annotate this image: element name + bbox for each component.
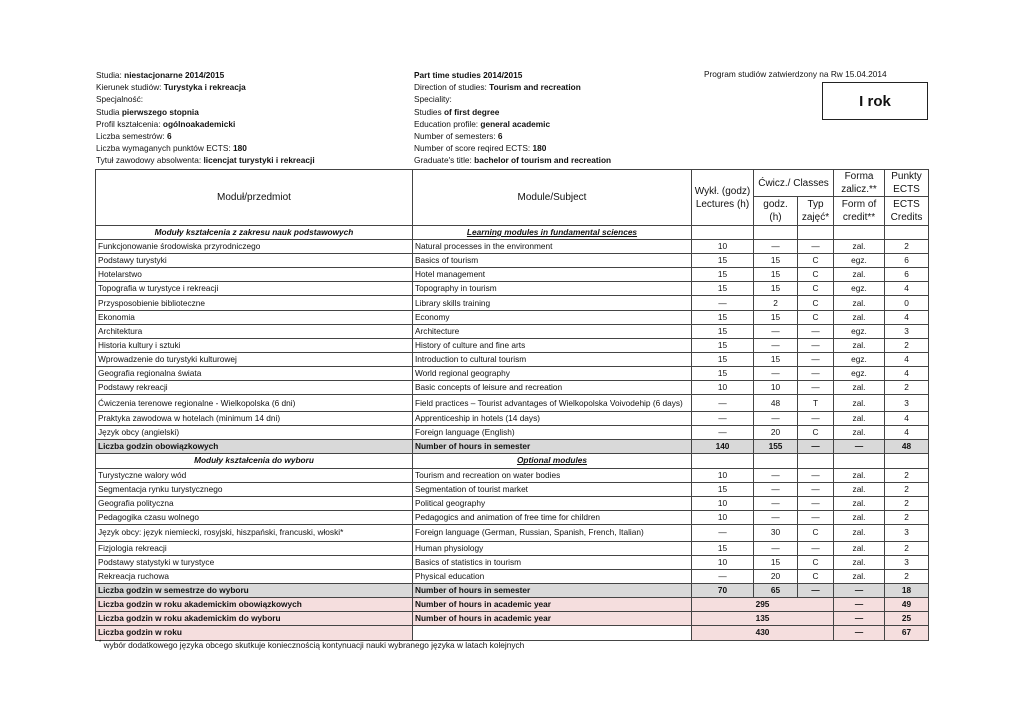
empty-cell [692,454,754,468]
module-name-en: Economy [413,310,692,324]
table-header-row [96,170,929,197]
header-lectures: Wykł. (godz) Lectures (h) [692,170,754,226]
header-line-value: 6 [497,131,503,142]
module-name-en: History of culture and fine arts [413,338,692,352]
lecture-hours: 15 [692,366,754,380]
ects-points: 4 [885,366,929,380]
sum-label-pl: Liczba godzin obowiązkowych [96,440,413,454]
class-type: — [798,324,834,338]
header-classes-type: Typ zajęć* [798,197,834,226]
module-name-en: Library skills training [413,296,692,310]
module-name-pl: Pedagogika czasu wolnego [96,510,413,524]
module-name-pl: Fizjologia rekreacji [96,541,413,555]
lecture-hours: 15 [692,310,754,324]
header-line [96,118,315,130]
lecture-hours: 10 [692,510,754,524]
module-name-en: Architecture [413,324,692,338]
class-type: C [798,310,834,324]
class-type: — [798,412,834,426]
module-name-pl: Turystyczne walory wód [96,468,413,482]
header-module-pl: Moduł/przedmiot [96,170,413,226]
class-hours: 10 [754,381,798,395]
module-name-pl: Ćwiczenia terenowe regionalne - Wielkopolska (6 dni) [96,395,413,412]
empty-cell [798,454,834,468]
header-line-label: Liczba semestrów: [96,131,168,142]
module-name-en: Human physiology [413,541,692,555]
class-type: — [798,468,834,482]
header-line [414,106,611,118]
lecture-hours: 10 [692,555,754,569]
header-line [96,142,315,154]
sum-class-hours: 65 [754,584,798,598]
module-name-en: Segmentation of tourist market [413,482,692,496]
header-line-label: Kierunek studiów: [96,82,164,93]
table-row [96,352,929,366]
credit-form: egz. [834,254,885,268]
class-type: C [798,524,834,541]
header-line-label: Speciality: [414,94,452,105]
credit-form: zal. [834,338,885,352]
class-type: — [798,541,834,555]
table-row [96,366,929,380]
header-line-value: Tourism and recreation [489,82,581,93]
total-ects: 25 [885,612,929,626]
module-name-pl: Wprowadzenie do turystyki kulturowej [96,352,413,366]
module-name-pl: Hotelarstwo [96,268,413,282]
class-hours: — [754,366,798,380]
module-name-pl: Historia kultury i sztuki [96,338,413,352]
credit-form: zal. [834,570,885,584]
approval-note: Program studiów zatwierdzony na Rw 15.04.2014 [704,69,887,79]
class-hours: — [754,510,798,524]
sum-row-optional [96,584,929,598]
ects-points: 4 [885,310,929,324]
header-classes-hours: godz. (h) [754,197,798,226]
total-row [96,598,929,612]
header-line [414,154,611,166]
credit-form: zal. [834,496,885,510]
table-row [96,395,929,412]
empty-cell [885,454,929,468]
sum-class-hours: 155 [754,440,798,454]
header-line-label: Studia: [96,70,125,80]
header-line-label: Studia [96,106,122,117]
class-hours: — [754,324,798,338]
header-line [96,81,315,93]
ects-points: 6 [885,254,929,268]
header-line-value: Turystyka i rekreacja [163,82,246,93]
sum-lecture-hours: 140 [692,440,754,454]
header-line [414,93,611,105]
ects-points: 2 [885,541,929,555]
total-credit-form: — [834,626,885,640]
header-credit-en: Form of credit** [834,197,885,226]
header-line [414,130,611,142]
total-label-en: Number of hours in academic year [413,598,692,612]
ects-points: 3 [885,555,929,569]
table-row [96,381,929,395]
class-hours: 15 [754,254,798,268]
class-type: C [798,555,834,569]
header-en [414,69,611,167]
header-line-value: pierwszego stopnia [121,106,199,117]
credit-form: zal. [834,296,885,310]
lecture-hours: — [692,524,754,541]
class-type: — [798,482,834,496]
table-row [96,524,929,541]
class-hours: — [754,240,798,254]
empty-cell [754,226,798,240]
credit-form: zal. [834,412,885,426]
credit-form: egz. [834,324,885,338]
header-line-label: Tytuł zawodowy absolwenta: [96,155,204,166]
total-label-en [413,626,692,640]
header-line-value: 6 [167,131,172,142]
header-line [414,118,611,130]
header-line [414,81,611,93]
ects-points: 0 [885,296,929,310]
module-name-en: Foreign language (English) [413,426,692,440]
table-row [96,338,929,352]
lecture-hours: 15 [692,282,754,296]
table-row [96,296,929,310]
class-type: — [798,381,834,395]
module-name-en: Pedagogics and animation of free time for children [413,510,692,524]
module-name-en: Introduction to cultural tourism [413,352,692,366]
header-line-label: Direction of studies: [414,82,490,93]
header-pl [96,69,315,167]
ects-points: 3 [885,324,929,338]
lecture-hours: 10 [692,468,754,482]
section-row-basic [96,226,929,240]
study-program-table [95,169,929,641]
sum-credit-form: — [834,440,885,454]
class-type: — [798,352,834,366]
class-hours: — [754,338,798,352]
header-line [96,69,315,81]
header-line-value: niestacjonarne 2014/2015 [124,70,225,80]
total-hours: 430 [692,626,834,640]
class-hours: — [754,412,798,426]
header-module-en: Module/Subject [413,170,692,226]
total-ects: 49 [885,598,929,612]
empty-cell [798,226,834,240]
table-row [96,541,929,555]
module-name-pl: Język obcy (angielski) [96,426,413,440]
module-name-en: Natural processes in the environment [413,240,692,254]
ects-points: 2 [885,338,929,352]
lecture-hours: — [692,395,754,412]
module-name-pl: Język obcy: język niemiecki, rosyjski, hiszpański, francuski, włoski* [96,524,413,541]
module-name-en: Hotel management [413,268,692,282]
header-line-label: Graduate's title: [414,155,475,166]
header-ects: Punkty ECTS [885,170,929,197]
class-type: C [798,570,834,584]
ects-points: 4 [885,412,929,426]
module-name-en: Field practices – Tourist advantages of Wielkopolska Voivodehip (6 days) [413,395,692,412]
header-line-value: licencjat turystyki i rekreacji [203,155,315,166]
credit-form: zal. [834,240,885,254]
module-name-en: Basics of tourism [413,254,692,268]
lecture-hours: 15 [692,254,754,268]
credit-form: zal. [834,310,885,324]
header-line-label: Number of semesters: [414,131,498,142]
section-title-pl: Moduły kształcenia z zakresu nauk podstawowych [96,226,413,240]
table-row [96,426,929,440]
module-name-en: Tourism and recreation on water bodies [413,468,692,482]
credit-form: zal. [834,524,885,541]
sum-label-en: Number of hours in semester [413,440,692,454]
credit-form: zal. [834,395,885,412]
lecture-hours: — [692,426,754,440]
header-line-value: Part time studies 2014/2015 [414,70,523,80]
sum-credit-form: — [834,584,885,598]
empty-cell [885,226,929,240]
class-type: — [798,240,834,254]
total-row [96,626,929,640]
class-hours: — [754,468,798,482]
total-hours: 295 [692,598,834,612]
module-name-pl: Podstawy turystyki [96,254,413,268]
credit-form: zal. [834,426,885,440]
module-name-pl: Podstawy statystyki w turystyce [96,555,413,569]
table-row [96,268,929,282]
class-type: — [798,510,834,524]
module-name-pl: Rekreacja ruchowa [96,570,413,584]
sum-ects: 48 [885,440,929,454]
class-hours: 15 [754,268,798,282]
lecture-hours: 10 [692,240,754,254]
sum-class-type: — [798,584,834,598]
module-name-en: Apprenticeship in hotels (14 days) [413,412,692,426]
class-hours: 30 [754,524,798,541]
total-row [96,612,929,626]
header-line [96,106,315,118]
total-credit-form: — [834,598,885,612]
ects-points: 2 [885,496,929,510]
class-type: C [798,296,834,310]
credit-form: zal. [834,381,885,395]
class-type: C [798,426,834,440]
sum-row-compulsory [96,440,929,454]
credit-form: zal. [834,268,885,282]
module-name-pl: Ekonomia [96,310,413,324]
table-row [96,240,929,254]
total-credit-form: — [834,612,885,626]
sum-class-type: — [798,440,834,454]
ects-points: 2 [885,240,929,254]
module-name-en: Physical education [413,570,692,584]
lecture-hours: 10 [692,381,754,395]
lecture-hours: 15 [692,352,754,366]
ects-points: 2 [885,381,929,395]
class-type: — [798,496,834,510]
header-line-label: Specjalność: [96,94,144,105]
class-hours: — [754,541,798,555]
table-row [96,555,929,569]
lecture-hours: — [692,570,754,584]
header-line-value: ogólnoakademicki [162,118,236,129]
table-row [96,570,929,584]
header-line [96,154,315,166]
class-type: C [798,268,834,282]
ects-points: 4 [885,352,929,366]
table-row [96,468,929,482]
class-hours: 20 [754,570,798,584]
footnote: * wybór dodatkowego języka obcego skutkuje koniecznością kontynuacji nauki wybranego języka w latach kolejnych [99,640,525,650]
class-hours: — [754,482,798,496]
section-title-en: Learning modules in fundamental sciences [413,226,692,240]
empty-cell [692,226,754,240]
class-type: — [798,366,834,380]
ects-points: 2 [885,482,929,496]
total-label-pl: Liczba godzin w roku akademickim do wyboru [96,612,413,626]
module-name-pl: Praktyka zawodowa w hotelach (minimum 14 dni) [96,412,413,426]
credit-form: zal. [834,468,885,482]
ects-points: 6 [885,268,929,282]
sum-lecture-hours: 70 [692,584,754,598]
total-label-pl: Liczba godzin w roku [96,626,413,640]
header-line-value: of first degree [443,106,500,117]
lecture-hours: 15 [692,324,754,338]
class-hours: 20 [754,426,798,440]
credit-form: zal. [834,555,885,569]
module-name-en: Basic concepts of leisure and recreation [413,381,692,395]
table-row [96,510,929,524]
class-type: C [798,254,834,268]
class-hours: 15 [754,352,798,366]
module-name-pl: Geografia regionalna świata [96,366,413,380]
header-classes: Ćwicz./ Classes [754,170,834,197]
module-name-en: Topography in tourism [413,282,692,296]
ects-points: 4 [885,426,929,440]
header-line [96,130,315,142]
class-hours: 15 [754,555,798,569]
total-hours: 135 [692,612,834,626]
section-title-en: Optional modules [413,454,692,468]
ects-points: 3 [885,524,929,541]
lecture-hours: 15 [692,268,754,282]
module-name-en: Political geography [413,496,692,510]
total-label-en: Number of hours in academic year [413,612,692,626]
year-label: I rok [822,82,928,120]
class-hours: 2 [754,296,798,310]
lecture-hours: 15 [692,338,754,352]
module-name-en: Basics of statistics in tourism [413,555,692,569]
table-row [96,324,929,338]
header-credit: Forma zalicz.** [834,170,885,197]
header-line-label: Number of score reqired ECTS: [414,143,533,154]
module-name-pl: Funkcjonowanie środowiska przyrodniczego [96,240,413,254]
module-name-pl: Przysposobienie biblioteczne [96,296,413,310]
ects-points: 4 [885,282,929,296]
header-ects-en: ECTS Credits [885,197,929,226]
credit-form: egz. [834,366,885,380]
sum-ects: 18 [885,584,929,598]
table-row [96,310,929,324]
module-name-pl: Architektura [96,324,413,338]
credit-form: zal. [834,510,885,524]
total-ects: 67 [885,626,929,640]
header-line-value: general academic [480,118,551,129]
class-hours: 15 [754,310,798,324]
table-row [96,496,929,510]
header-line-value: bachelor of tourism and recreation [474,155,612,166]
header-line-label: Profil kształcenia: [96,118,163,129]
module-name-pl: Podstawy rekreacji [96,381,413,395]
ects-points: 2 [885,510,929,524]
empty-cell [834,454,885,468]
header-line [96,93,315,105]
class-hours: 48 [754,395,798,412]
lecture-hours: — [692,412,754,426]
credit-form: zal. [834,541,885,555]
header-line-label: Liczba wymaganych punktów ECTS: [96,143,233,154]
module-name-pl: Topografia w turystyce i rekreacji [96,282,413,296]
header-line [414,142,611,154]
header-line [414,69,611,81]
total-label-pl: Liczba godzin w roku akademickim obowiązkowych [96,598,413,612]
module-name-pl: Geografia polityczna [96,496,413,510]
module-name-en: World regional geography [413,366,692,380]
header-line-label: Education profile: [414,118,481,129]
section-title-pl: Moduły kształcenia do wyboru [96,454,413,468]
header-line-label: Studies [414,106,444,117]
header-line-value: 180 [532,143,547,154]
class-type: — [798,338,834,352]
class-hours: 15 [754,282,798,296]
module-name-en: Foreign language (German, Russian, Spanish, French, Italian) [413,524,692,541]
empty-cell [834,226,885,240]
footnote-text: wybór dodatkowego języka obcego skutkuje koniecznością kontynuacji nauki wybranego języka w latach kolejnych [103,640,525,650]
ects-points: 3 [885,395,929,412]
sum-label-pl: Liczba godzin w semestrze do wyboru [96,584,413,598]
empty-cell [754,454,798,468]
credit-form: egz. [834,352,885,366]
module-name-pl: Segmentacja rynku turystycznego [96,482,413,496]
header-line-value: 180 [232,143,247,154]
ects-points: 2 [885,570,929,584]
table-row [96,482,929,496]
credit-form: zal. [834,482,885,496]
lecture-hours: 15 [692,482,754,496]
lecture-hours: 15 [692,541,754,555]
credit-form: egz. [834,282,885,296]
class-type: T [798,395,834,412]
table-row [96,282,929,296]
sum-label-en: Number of hours in semester [413,584,692,598]
table-row [96,254,929,268]
class-type: C [798,282,834,296]
class-hours: — [754,496,798,510]
ects-points: 2 [885,468,929,482]
lecture-hours: — [692,296,754,310]
section-row-optional [96,454,929,468]
table-row [96,412,929,426]
lecture-hours: 10 [692,496,754,510]
